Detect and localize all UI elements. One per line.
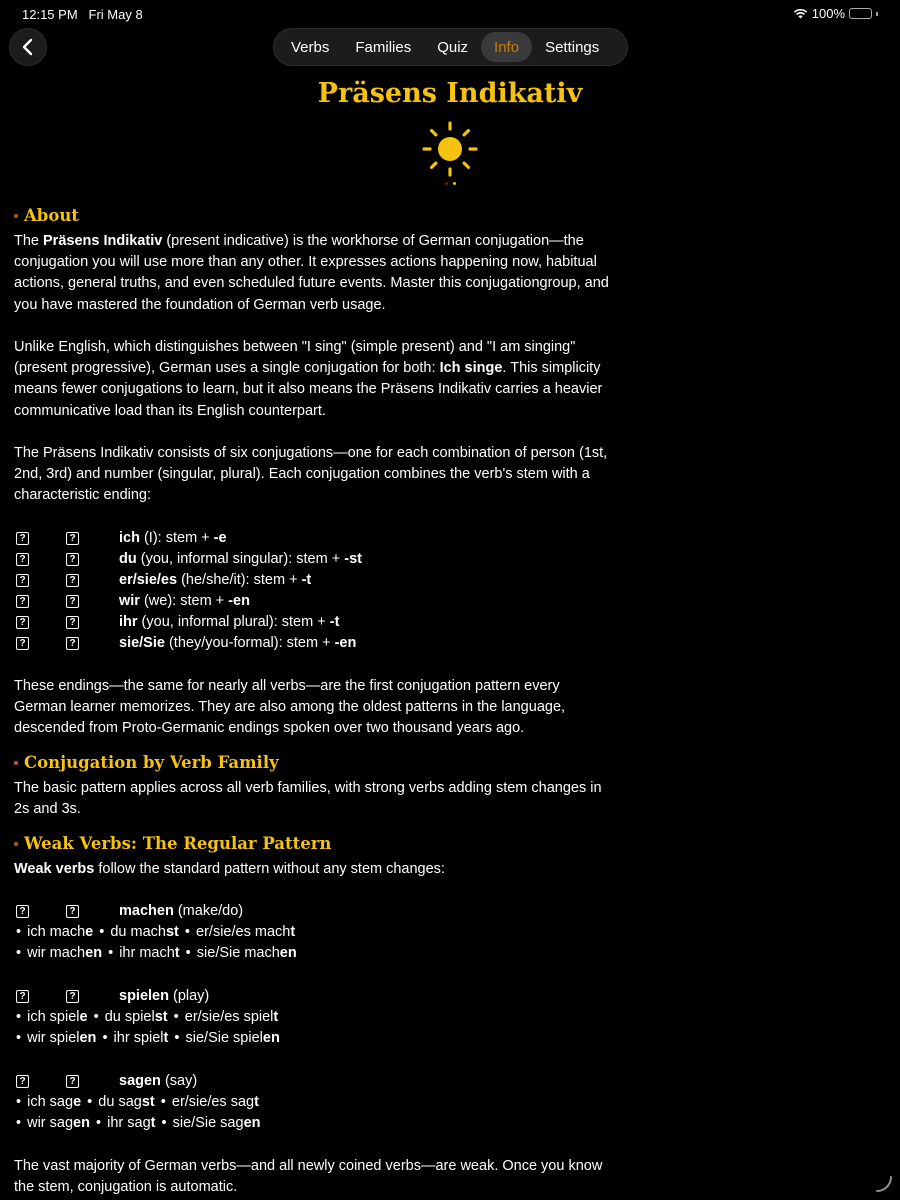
conjugation-row xyxy=(14,528,610,549)
status-bar xyxy=(0,0,900,28)
family-heading-text: Conjugation by Verb Family xyxy=(24,753,279,772)
verb-form xyxy=(27,1030,96,1046)
verb-form xyxy=(27,1094,81,1110)
family-paragraph: The basic pattern applies across all verb families, with strong verbs adding stem changes in 2s and 3s. xyxy=(14,780,602,818)
desc: (they/you-formal): stem + xyxy=(164,635,335,651)
missing-glyph-icon: ? xyxy=(66,1075,79,1088)
missing-glyph-icon: ? xyxy=(16,595,29,608)
verb-form-ending: e xyxy=(79,1009,88,1025)
pronoun: sie/Sie xyxy=(119,635,165,651)
verb-name: sagen xyxy=(119,1073,161,1089)
page-title: Präsens Indikativ xyxy=(317,78,583,109)
battery-tip xyxy=(876,12,878,16)
heading-bullet xyxy=(14,214,18,218)
sun-icon xyxy=(420,119,480,179)
about-heading xyxy=(14,206,79,225)
battery-text: 100% xyxy=(811,6,845,21)
verb-form-stem: ihr mach xyxy=(119,945,175,961)
verb-form-ending: en xyxy=(243,1115,261,1131)
verb-form xyxy=(27,945,102,961)
bullet-separator: • xyxy=(173,1009,179,1025)
verb-form-stem: ihr spiel xyxy=(113,1030,164,1046)
missing-glyph-icon: ? xyxy=(16,574,29,587)
verb-form-stem: du sag xyxy=(98,1094,142,1110)
missing-glyph-icon: ? xyxy=(66,637,79,650)
desc: (we): stem + xyxy=(139,593,229,609)
chevron-left-icon xyxy=(21,38,35,56)
missing-glyph-icon: ? xyxy=(66,532,79,545)
about-paragraph-4: These endings—the same for nearly all verbs—are the first conjugation pattern every German learner memorizes. They are also among the oldest patterns in the language, descended from Proto-Germanic endings spoken over two thousand years ago. xyxy=(14,678,566,737)
missing-glyph-icon: ? xyxy=(16,1075,29,1088)
verb-form xyxy=(119,945,179,961)
verb-form-ending: en xyxy=(262,1030,280,1046)
verb-form-stem: wir mach xyxy=(27,945,86,961)
verb-name: machen xyxy=(119,903,174,919)
ending: -e xyxy=(213,530,227,546)
verb-form-stem: sie/Sie sag xyxy=(172,1115,244,1131)
bullet-separator: • xyxy=(102,1030,108,1046)
verb-form-ending: t xyxy=(254,1094,259,1110)
conjugation-row xyxy=(14,549,610,570)
missing-glyph-icon: ? xyxy=(16,990,29,1003)
desc: (you, informal singular): stem + xyxy=(136,551,345,567)
weak-intro xyxy=(14,859,610,880)
desc: (he/she/it): stem + xyxy=(177,572,302,588)
bullet-separator: • xyxy=(93,1009,99,1025)
tab-verbs[interactable]: Verbs xyxy=(291,38,330,56)
verb-forms-line xyxy=(14,922,295,943)
date-text: Fri May 8 xyxy=(88,7,143,22)
verb-heading xyxy=(119,901,243,922)
ending: -en xyxy=(334,635,357,651)
missing-glyph-icon: ? xyxy=(66,990,79,1003)
verb-form-ending: e xyxy=(73,1094,82,1110)
missing-glyph-icon: ? xyxy=(16,637,29,650)
verb-gloss: (make/do) xyxy=(173,903,244,919)
verb-heading-row xyxy=(14,986,610,1007)
page-dot[interactable] xyxy=(445,182,448,185)
tab-settings[interactable]: Settings xyxy=(545,38,600,56)
heading-bullet xyxy=(14,842,18,846)
ending: -en xyxy=(228,593,250,609)
status-time xyxy=(22,7,143,22)
about-p2-bold: Ich singe xyxy=(439,360,503,377)
about-p1-a: The xyxy=(14,233,44,249)
verb-form xyxy=(197,945,297,961)
page-dot-active[interactable] xyxy=(453,182,456,185)
bullet-separator: • xyxy=(16,924,22,940)
bullet-separator: • xyxy=(161,1115,167,1131)
verb-form-stem: sie/Sie mach xyxy=(196,945,280,961)
verb-form xyxy=(110,924,179,940)
verb-form xyxy=(27,1009,87,1025)
bullet-separator: • xyxy=(16,1009,22,1025)
verb-form-stem: ihr sag xyxy=(107,1115,151,1131)
verb-form-stem: sie/Sie spiel xyxy=(185,1030,263,1046)
pronoun: du xyxy=(119,551,137,567)
conjugation-text xyxy=(119,633,356,654)
bullet-separator: • xyxy=(184,924,190,940)
verb-form-ending: t xyxy=(150,1115,156,1131)
verb-name: spielen xyxy=(119,988,169,1004)
about-p2-c: . This simplicity means fewer conjugations to learn, but it also means the Präsens Indikativ carries a heavier communicative load than its English counterpart. xyxy=(14,360,603,419)
conjugation-row xyxy=(14,591,610,612)
verb-forms-line xyxy=(14,1007,278,1028)
heading-bullet xyxy=(14,761,18,765)
about-paragraph-2 xyxy=(14,337,610,422)
missing-glyph-icon: ? xyxy=(16,905,29,918)
verb-form xyxy=(186,1030,280,1046)
bullet-separator: • xyxy=(96,1115,102,1131)
about-heading-text: About xyxy=(24,206,79,225)
time-text: 12:15 PM xyxy=(22,7,78,22)
verb-form-ending: en xyxy=(79,1030,97,1046)
missing-glyph-icon: ? xyxy=(66,553,79,566)
verb-heading-row xyxy=(14,1071,610,1092)
bullet-separator: • xyxy=(99,924,105,940)
page-dots[interactable] xyxy=(445,182,456,185)
verb-form-stem: wir spiel xyxy=(27,1030,80,1046)
battery-icon xyxy=(849,8,872,19)
verb-form-stem: ich mach xyxy=(27,924,86,940)
verb-form xyxy=(173,1115,261,1131)
weak-intro-bold: Weak verbs xyxy=(14,861,95,877)
ending: -st xyxy=(344,551,362,567)
verb-heading xyxy=(119,1071,197,1092)
ending: -t xyxy=(329,614,340,630)
verb-form-ending: en xyxy=(85,945,103,961)
verb-form-stem: ich sag xyxy=(27,1094,74,1110)
verb-form-stem: du mach xyxy=(110,924,166,940)
bullet-separator: • xyxy=(108,945,114,961)
verb-form xyxy=(27,1115,90,1131)
verb-form-stem: er/sie/es sag xyxy=(171,1094,255,1110)
missing-glyph-icon: ? xyxy=(16,553,29,566)
wifi-icon xyxy=(793,8,808,19)
verb-form xyxy=(107,1115,155,1131)
conjugation-text xyxy=(119,549,362,570)
resize-handle-icon[interactable] xyxy=(874,1174,894,1194)
bullet-separator: • xyxy=(174,1030,180,1046)
pronoun: er/sie/es xyxy=(119,572,178,588)
status-right xyxy=(793,6,878,21)
bullet-separator: • xyxy=(16,1030,22,1046)
verb-form xyxy=(172,1094,259,1110)
verb-form-ending: t xyxy=(174,945,180,961)
about-p1-bold: Präsens Indikativ xyxy=(43,233,163,249)
missing-glyph-icon: ? xyxy=(66,595,79,608)
verb-form xyxy=(105,1009,168,1025)
verb-forms-line xyxy=(14,943,297,964)
ending: -t xyxy=(301,572,312,588)
verb-form-ending: t xyxy=(290,924,296,940)
verb-forms-line xyxy=(14,1028,280,1049)
verb-form-ending: t xyxy=(163,1030,169,1046)
bullet-separator: • xyxy=(16,1115,22,1131)
verb-form xyxy=(114,1030,169,1046)
missing-glyph-icon: ? xyxy=(16,616,29,629)
back-button[interactable] xyxy=(9,28,47,66)
about-paragraph-3: The Präsens Indikativ consists of six conjugations—one for each combination of person (1st, 2nd, 3rd) and number (singular, plural). Each conjugation combines the verb's stem with a characteristic ending: xyxy=(14,445,608,504)
verb-gloss: (play) xyxy=(168,988,210,1004)
verb-gloss: (say) xyxy=(160,1073,198,1089)
tab-bar xyxy=(273,28,628,66)
verb-form-ending: en xyxy=(73,1115,90,1131)
family-heading xyxy=(14,753,279,772)
pronoun: ich xyxy=(119,530,140,546)
bullet-separator: • xyxy=(160,1094,166,1110)
verb-form-ending: st xyxy=(141,1094,155,1110)
conjugation-row xyxy=(14,633,610,654)
tab-info[interactable]: Info xyxy=(481,32,532,62)
missing-glyph-icon: ? xyxy=(66,905,79,918)
about-p1-c: (present indicative) is the workhorse of German conjugation—the conjugation you will use more than any other. It expresses actions happening now, habitual actions, general truths, and even scheduled future events. Master this conjugationgroup, and you have mastered the foundation of German verb usage. xyxy=(14,233,609,313)
about-paragraph-1 xyxy=(14,231,610,316)
conjugation-text xyxy=(119,570,311,591)
missing-glyph-icon: ? xyxy=(66,616,79,629)
conjugation-text xyxy=(119,612,339,633)
weak-heading-text: Weak Verbs: The Regular Pattern xyxy=(24,834,332,853)
verb-form xyxy=(196,924,295,940)
weak-heading xyxy=(14,834,331,853)
verb-form xyxy=(185,1009,279,1025)
verb-form-stem: du spiel xyxy=(104,1009,155,1025)
verb-heading-row xyxy=(14,901,610,922)
desc: (you, informal plural): stem + xyxy=(137,614,330,630)
pronoun: wir xyxy=(119,593,140,609)
verb-form-stem: ich spiel xyxy=(27,1009,80,1025)
tab-families[interactable]: Families xyxy=(355,38,412,56)
conjugation-row xyxy=(14,570,610,591)
verb-form-stem: wir sag xyxy=(27,1115,74,1131)
verb-form-ending: en xyxy=(279,945,297,961)
conjugation-row xyxy=(14,612,610,633)
conjugation-text xyxy=(119,591,250,612)
weak-intro-rest: follow the standard pattern without any stem changes: xyxy=(94,861,445,877)
desc: (I): stem + xyxy=(139,530,214,546)
verb-form-ending: st xyxy=(154,1009,168,1025)
verb-form-ending: st xyxy=(165,924,179,940)
verb-form-stem: er/sie/es spiel xyxy=(184,1009,274,1025)
verb-form xyxy=(98,1094,154,1110)
missing-glyph-icon: ? xyxy=(66,574,79,587)
conjugation-text xyxy=(119,528,227,549)
weak-closing: The vast majority of German verbs—and all newly coined verbs—are weak. Once you know the stem, conjugation is automatic. xyxy=(14,1158,603,1196)
bullet-separator: • xyxy=(185,945,191,961)
missing-glyph-icon: ? xyxy=(16,532,29,545)
verb-heading xyxy=(119,986,209,1007)
verb-form-ending: t xyxy=(273,1009,279,1025)
verb-form-ending: e xyxy=(85,924,94,940)
bullet-separator: • xyxy=(16,945,22,961)
verb-forms-line xyxy=(14,1113,260,1134)
bullet-separator: • xyxy=(16,1094,22,1110)
bullet-separator: • xyxy=(87,1094,93,1110)
page-title-wrap xyxy=(0,78,900,109)
verb-forms-line xyxy=(14,1092,259,1113)
verb-form-stem: er/sie/es mach xyxy=(196,924,291,940)
tab-quiz[interactable]: Quiz xyxy=(437,38,469,56)
pronoun: ihr xyxy=(119,614,138,630)
about-p2-a: Unlike English, which distinguishes between "I sing" (simple present) and "I am singing" (present progressive), German uses a single conjugation for both: xyxy=(14,339,576,377)
verb-form xyxy=(27,924,93,940)
